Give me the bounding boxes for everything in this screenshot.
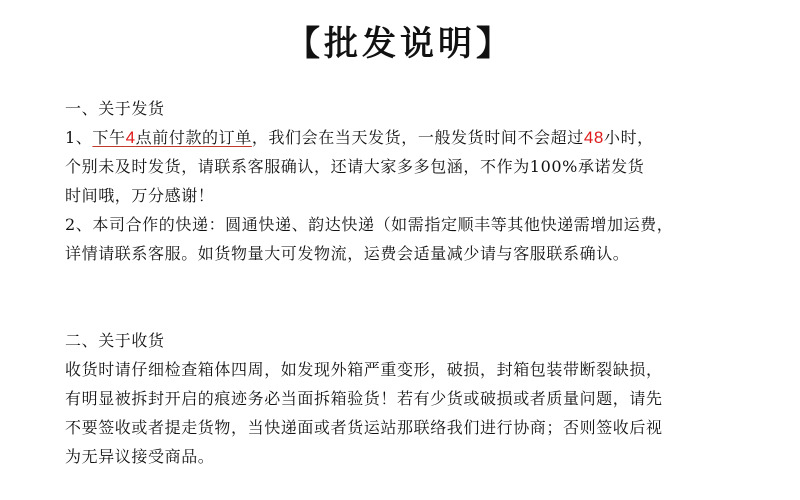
item1-prefix: 1、 xyxy=(65,128,93,147)
item1-seg-a: 下午 xyxy=(92,128,126,147)
section-spacer xyxy=(65,268,765,326)
item1-seg-c: ，我们会在当天发货，一般发货时间不会超过 xyxy=(251,128,584,147)
section1-item1-line3: 时间哦，万分感谢！ xyxy=(65,186,215,205)
section1-item2-line2: 详情请联系客服。如货物量大可发物流，运费会适量减少请与客服联系确认。 xyxy=(65,244,630,263)
section2-line-1: 收货时请仔细检查箱体四周，如发现外箱严重变形，破损，封箱包装带断裂缺损， xyxy=(65,360,663,379)
underlined-order-deadline xyxy=(92,128,251,147)
section1-heading: 一、关于发货 xyxy=(65,99,165,118)
section1-item1-line2: 个别未及时发货，请联系客服确认，还请大家多多包涵，不作为100%承诺发货 xyxy=(65,157,645,176)
cutoff-hour-value: 4 xyxy=(125,128,136,147)
section2-line-4: 为无异议接受商品。 xyxy=(65,447,215,466)
item1-seg-d: 小时， xyxy=(603,128,654,147)
document-body xyxy=(65,94,765,471)
item1-seg-b: 点前付款的订单 xyxy=(135,128,252,147)
section2-line-2: 有明显被拆封开启的痕迹务必当面拆箱验货！若有少货或破损或者质量问题，请先 xyxy=(65,389,663,408)
section2-heading: 二、关于收货 xyxy=(65,331,165,350)
section2-line-3: 不要签收或者提走货物，当快递面或者货运站那联络我们进行协商；否则签收后视 xyxy=(65,418,663,437)
page-title: 【批发说明】 xyxy=(286,24,514,64)
section1-item2-line1: 2、本司合作的快递：圆通快递、韵达快递（如需指定顺丰等其他快递需增加运费， xyxy=(65,215,674,234)
section1-item1-line1 xyxy=(65,123,765,152)
hours-limit-value: 48 xyxy=(583,128,604,147)
